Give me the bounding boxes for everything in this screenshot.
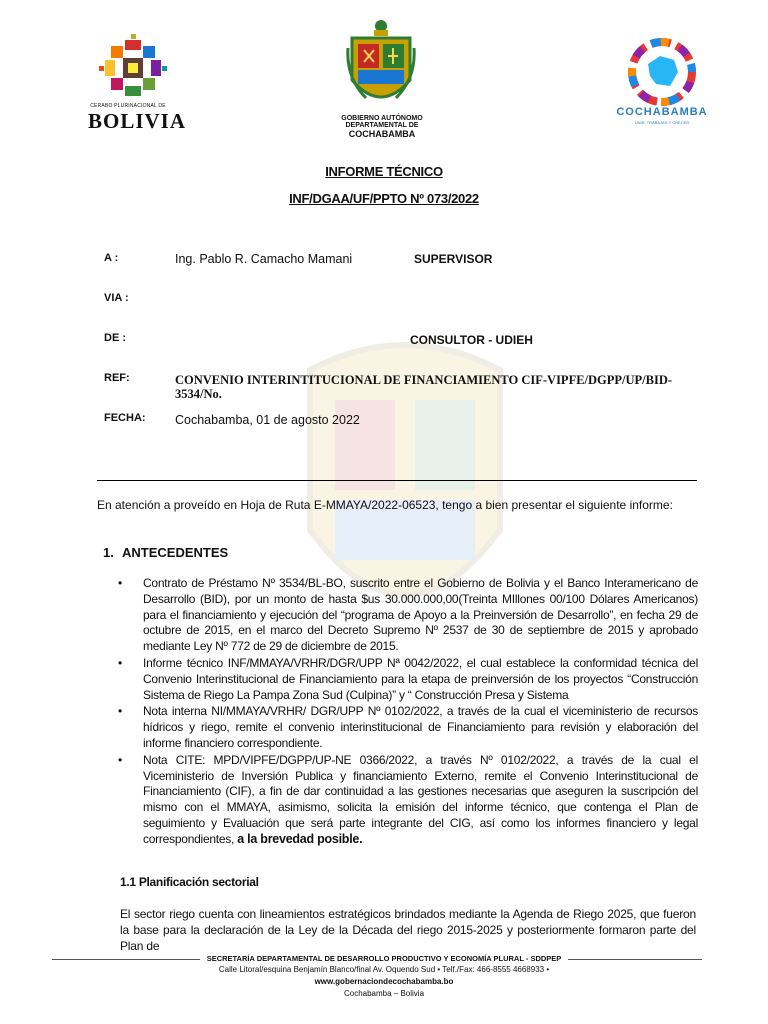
- list-item: • Informe técnico INF/MMAYA/VRHR/DGR/UPP Nª 0042/2022, el cual establece la conformidad técnica del Convenio Interinstitucional de Financiamiento para la etapa de preinversión de los proyectos “Construcción Sistema de Riego La Pampa Zona Sud (Culpina)” y “ Construcción Presa y Sistema: [118, 656, 698, 703]
- section-1-1-heading: 1.1 Planificación sectorial: [120, 875, 259, 889]
- from-label: DE :: [104, 332, 126, 344]
- bolivia-state-label: CERABO PLURINACIONAL DE: [90, 103, 166, 109]
- list-item: • Contrato de Préstamo Nº 3534/BL-BO, suscrito entre el Gobierno de Bolivia y el Banco Interamericano de Desarrollo (BID), por un monto de hasta $us 30.000.000,00(Treinta MIllones 00/100 Dólares Americanos) para el financiamiento y ejecución del “programa de Apoyo a la Preinversión de Desarrollo”, en fecha 29 de octubre de 2015, en el marco del Decreto Supremo Nº 2537 de 30 de septiembre de 2015 y aprobado mediante Ley Nº 772 de 29 de diciembre de 2015.: [118, 576, 698, 655]
- from-role: CONSULTOR - UDIEH: [410, 333, 533, 347]
- date-label: FECHA:: [104, 412, 146, 424]
- header-divider: [97, 480, 697, 481]
- bolivia-name: BOLIVIA: [88, 109, 187, 133]
- section-1-1-paragraph: El sector riego cuenta con lineamientos estratégicos brindados mediante la Agenda de Riego 2025, que fueron la base para la declaración de la Ley de la Década del riego 2015-2025 y posteriormente formaron parte del Plan de: [120, 907, 696, 953]
- to-name: Ing. Pablo R. Camacho Mamani: [175, 252, 353, 266]
- cochabamba-slogan: UNIR. TRABAJAR Y CRECER: [634, 120, 690, 125]
- gobernacion-label: [330, 115, 434, 139]
- list-item: [118, 753, 698, 848]
- to-label: A :: [104, 252, 119, 264]
- intro-paragraph: En atención a proveído en Hoja de Ruta E-MMAYA/2022-06523, tengo a bien presentar el siguiente informe:: [97, 498, 673, 512]
- antecedentes-list: [118, 576, 698, 849]
- cochabamba-logo-icon: [626, 36, 698, 108]
- via-label: VIA :: [104, 292, 129, 304]
- gob-line-3: COCHABAMBA: [348, 129, 416, 139]
- ref-label: REF:: [104, 372, 130, 384]
- section-1-heading: [103, 545, 228, 560]
- cochabamba-name: COCHABAMBA: [616, 106, 708, 118]
- document-number: INF/DGAA/UF/PPTO Nº 073/2022: [289, 191, 479, 206]
- footer-city: Cochabamba – Bolivia: [343, 989, 425, 998]
- gob-line-2: DEPARTAMENTAL DE: [345, 122, 419, 129]
- to-role: SUPERVISOR: [414, 252, 493, 266]
- ref-text: CONVENIO INTERINTITUCIONAL DE FINANCIAMIENTO CIF-VIPFE/DGPP/UP/BID-3534/No.: [175, 373, 673, 401]
- gob-line-1: GOBIERNO AUTÓNOMO: [341, 115, 423, 122]
- footer-website: www.gobernaciondecochabamba.bo: [314, 977, 454, 986]
- list-item-text: Nota CITE: MPD/VIPFE/DGPP/UP-NE 0366/2022, a través Nº 0102/2022, a través de la cual el Viceministerio de Inversión Publica y financiamiento Externo, remite el Convenio Interinstitucional de Financiamiento (CIF), a fin de dar continuidad a las gestiones necesarias que aseguren la suscripción del mismo con el MMAYA, asimismo, solicita la emisión del informe técnico, que contenga el Plan de seguimiento y Evaluación que será parte integrante del CIG, así como los informes financiero y legal correspondientes,: [143, 752, 698, 846]
- date-value: Cochabamba, 01 de agosto 2022: [175, 413, 360, 427]
- list-item-emphasis: a la brevedad posible.: [237, 831, 363, 846]
- footer-address: Calle Litoral/esquina Benjamín Blanco/final Av. Oquendo Sud • Telf./Fax: 466-8555 4668933 •: [218, 965, 550, 974]
- list-item: • Nota interna NI/MMAYA/VRHR/ DGR/UPP Nº 0102/2022, a través de la cual el viceministerio de recursos hídricos y riego, remite el convenio interinstitucional de Financiamiento para revisión y elaboración del informe financiero correspondiente.: [118, 704, 698, 751]
- section-1-number: 1.: [103, 545, 114, 560]
- document-title: INFORME TÉCNICO: [325, 164, 443, 179]
- footer-department: SECRETARÍA DEPARTAMENTAL DE DESARROLLO PRODUCTIVO Y ECONOMÍA PLURAL - SDDPEP: [206, 954, 562, 963]
- gobernacion-shield-icon: [346, 18, 416, 114]
- section-1-title: ANTECEDENTES: [122, 545, 229, 560]
